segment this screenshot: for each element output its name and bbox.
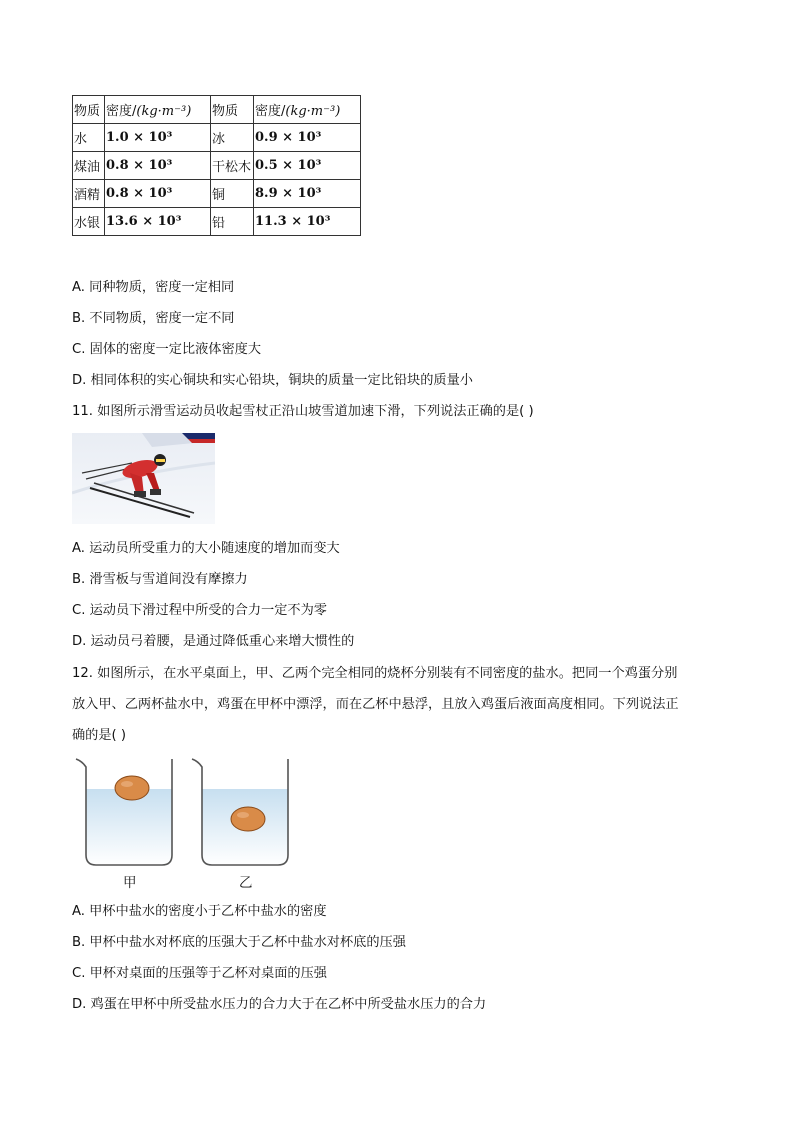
beaker-yi (192, 759, 288, 865)
q12-stem-line-2: 放入甲、乙两杯盐水中，鸡蛋在甲杯中漂浮，而在乙杯中悬浮，且放入鸡蛋后液面高度相同。下列说法正 (72, 697, 679, 712)
q10-option-c: C. 固体的密度一定比液体密度大 (72, 342, 262, 357)
q12-option-a: A. 甲杯中盐水的密度小于乙杯中盐水的密度 (72, 904, 327, 919)
beaker-jia (76, 759, 172, 865)
density-cell: 0.8 × 10³ (105, 180, 211, 208)
density-cell: 0.9 × 10³ (254, 124, 361, 152)
substance-cell: 铜 (211, 180, 254, 208)
table-row (73, 124, 361, 152)
substance-cell: 水 (73, 124, 105, 152)
header-density-2-unit: (kg·m⁻³) (285, 104, 341, 119)
header-density-2-prefix: 密度/ (255, 104, 286, 119)
header-density-1-prefix: 密度/ (106, 104, 137, 119)
substance-cell: 水银 (73, 208, 105, 236)
header-density-1-unit: (kg·m⁻³) (136, 104, 192, 119)
q11-option-b: B. 滑雪板与雪道间没有摩擦力 (72, 572, 248, 587)
q11-option-d: D. 运动员弓着腰，是通过降低重心来增大惯性的 (72, 634, 355, 649)
density-cell: 13.6 × 10³ (105, 208, 211, 236)
q12-option-d: D. 鸡蛋在甲杯中所受盐水压力的合力大于在乙杯中所受盐水压力的合力 (72, 997, 487, 1012)
substance-cell: 酒精 (73, 180, 105, 208)
skier-image (72, 433, 215, 524)
table-row (73, 152, 361, 180)
substance-cell: 冰 (211, 124, 254, 152)
q11-option-a: A. 运动员所受重力的大小随速度的增加而变大 (72, 541, 340, 556)
header-density-1 (105, 96, 211, 124)
label-yi: 乙 (239, 875, 253, 891)
q12-stem-line-3: 确的是( ) (72, 728, 127, 743)
beakers-figure (72, 757, 292, 892)
q12-option-b: B. 甲杯中盐水对杯底的压强大于乙杯中盐水对杯底的压强 (72, 935, 406, 950)
q12-stem-line-1: 12. 如图所示，在水平桌面上，甲、乙两个完全相同的烧杯分别装有不同密度的盐水。把同一个鸡蛋分别 (72, 666, 678, 681)
q10-option-a: A. 同种物质，密度一定相同 (72, 280, 235, 295)
q11-stem: 11. 如图所示滑雪运动员收起雪杖正沿山坡雪道加速下滑，下列说法正确的是( ) (72, 404, 534, 419)
substance-cell: 煤油 (73, 152, 105, 180)
substance-cell: 干松木 (211, 152, 254, 180)
table-row (73, 208, 361, 236)
header-substance-1: 物质 (73, 96, 105, 124)
density-cell: 11.3 × 10³ (254, 208, 361, 236)
header-substance-2: 物质 (211, 96, 254, 124)
label-jia: 甲 (123, 875, 137, 891)
q11-option-c: C. 运动员下滑过程中所受的合力一定不为零 (72, 603, 327, 618)
q10-option-b: B. 不同物质，密度一定不同 (72, 311, 235, 326)
density-cell: 1.0 × 10³ (105, 124, 211, 152)
density-cell: 0.5 × 10³ (254, 152, 361, 180)
table-row (73, 180, 361, 208)
table-header-row (73, 96, 361, 124)
density-table (72, 95, 361, 236)
density-cell: 0.8 × 10³ (105, 152, 211, 180)
q10-option-d: D. 相同体积的实心铜块和实心铅块，铜块的质量一定比铅块的质量小 (72, 373, 473, 388)
density-cell: 8.9 × 10³ (254, 180, 361, 208)
header-density-2 (254, 96, 361, 124)
substance-cell: 铅 (211, 208, 254, 236)
q12-option-c: C. 甲杯对桌面的压强等于乙杯对桌面的压强 (72, 966, 327, 981)
